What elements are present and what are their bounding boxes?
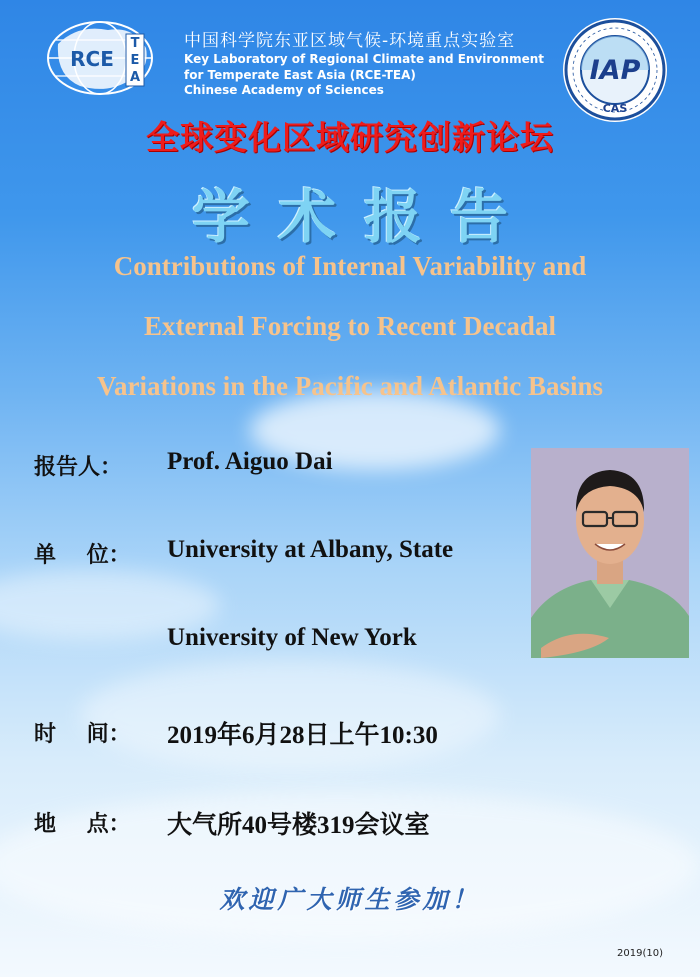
affiliation-line1: University at Albany, State — [167, 536, 454, 563]
talk-title-line2: External Forcing to Recent Decadal — [144, 311, 556, 341]
rce-tea-logo — [38, 14, 170, 104]
welcome-message: 欢迎广大师生参加！ — [219, 885, 481, 914]
speaker-label: 报告人： — [34, 455, 123, 480]
affiliation-line2: University of New York — [167, 624, 417, 651]
talk-title-line1: Contributions of Internal Variability and — [113, 251, 587, 281]
svg-text:RCE: RCE — [70, 47, 114, 71]
org-name-en-line1: Key Laboratory of Regional Climate and Environment — [184, 52, 545, 66]
svg-text:CAS: CAS — [602, 102, 628, 115]
talk-title-line3: Variations in the Pacific and Atlantic Basins — [96, 371, 604, 401]
poster-code: 2019(10) — [617, 948, 663, 959]
place-label: 地 点： — [34, 812, 131, 837]
header-organization — [184, 30, 544, 99]
iap-cas-logo — [562, 17, 668, 123]
svg-text:E: E — [130, 53, 140, 68]
org-name-cn: 中国科学院东亚区域气候-环境重点实验室 — [184, 31, 516, 51]
time-label: 时 间： — [34, 722, 131, 747]
speaker-portrait — [531, 448, 689, 658]
forum-title: 全球变化区域研究创新论坛 — [146, 118, 554, 157]
report-title: 学术报告 — [191, 183, 536, 251]
org-name-en-line3: Chinese Academy of Sciences — [184, 83, 384, 97]
place-value: 大气所40号楼319会议室 — [167, 812, 430, 839]
svg-text:T: T — [130, 36, 140, 51]
svg-text:A: A — [129, 70, 141, 85]
speaker-name: Prof. Aiguo Dai — [167, 448, 333, 475]
org-name-en-line2: for Temperate East Asia (RCE-TEA) — [184, 67, 416, 82]
affiliation-label: 单 位： — [34, 543, 131, 568]
time-value: 2019年6月28日上午10:30 — [167, 722, 438, 749]
svg-text:IAP: IAP — [589, 55, 641, 86]
speaker-photo — [531, 448, 689, 658]
